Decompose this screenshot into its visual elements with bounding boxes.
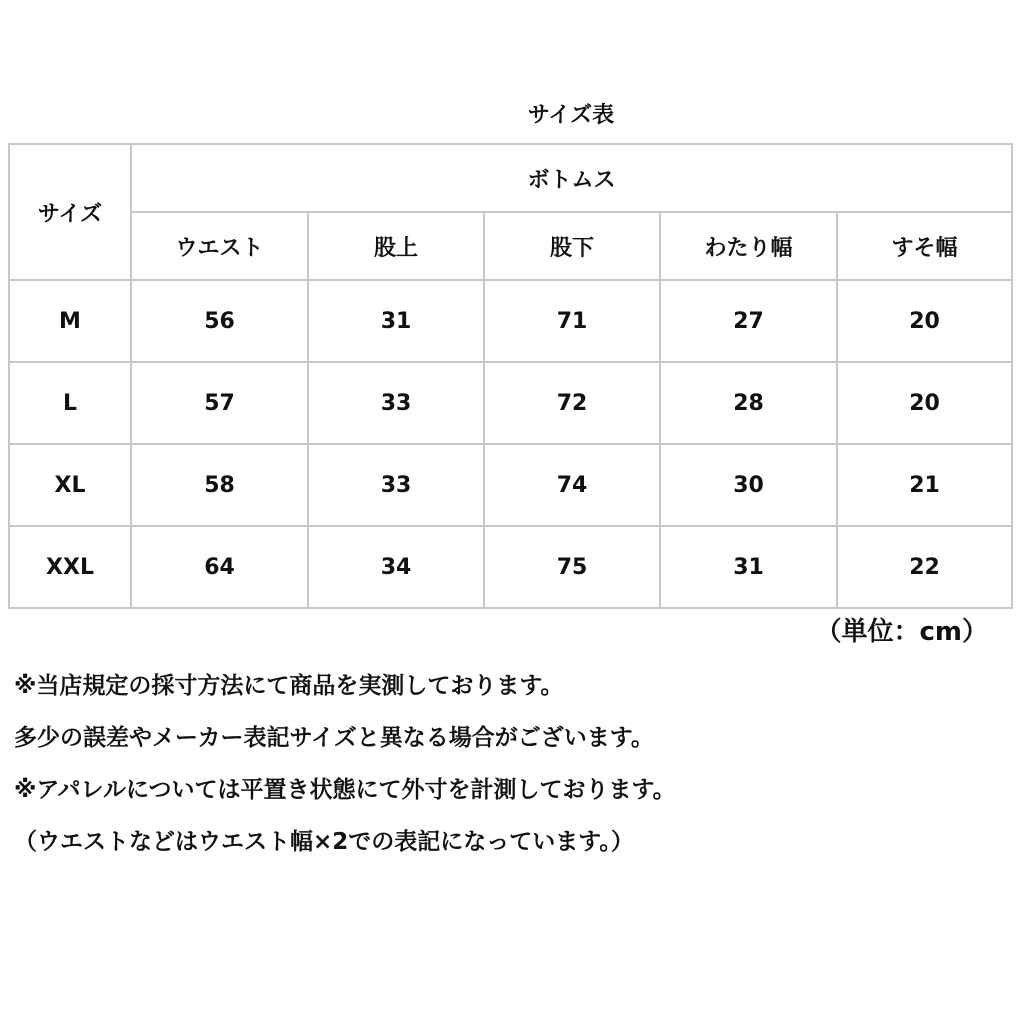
size-header-cell: サイズ (9, 144, 131, 280)
table-row (9, 362, 1012, 444)
table-cell: 33 (308, 362, 484, 444)
column-header-rise: 股上 (308, 212, 484, 280)
notes (14, 664, 1004, 872)
table-row (9, 444, 1012, 526)
table-cell: 33 (308, 444, 484, 526)
table-cell: 58 (131, 444, 308, 526)
size-label: XL (9, 444, 131, 526)
size-label: M (9, 280, 131, 362)
group-header-cell: ボトムス (131, 144, 1012, 212)
size-label: L (9, 362, 131, 444)
table-cell: 21 (837, 444, 1012, 526)
table-cell: 56 (131, 280, 308, 362)
unit-label: （単位：cm） (815, 617, 988, 647)
column-header-inseam: 股下 (484, 212, 660, 280)
table-cell: 20 (837, 280, 1012, 362)
table-cell: 57 (131, 362, 308, 444)
table-cell: 31 (308, 280, 484, 362)
table-header-row (9, 144, 1012, 212)
table-cell: 74 (484, 444, 660, 526)
table-cell: 27 (660, 280, 837, 362)
table-cell: 28 (660, 362, 837, 444)
table-cell: 34 (308, 526, 484, 608)
column-header-hem-width: すそ幅 (837, 212, 1012, 280)
table-row (9, 280, 1012, 362)
table-row (9, 526, 1012, 608)
table-cell: 20 (837, 362, 1012, 444)
table-cell: 64 (131, 526, 308, 608)
column-header-waist: ウエスト (131, 212, 308, 280)
note-line: 多少の誤差やメーカー表記サイズと異なる場合がございます。 (14, 725, 654, 751)
table-cell: 72 (484, 362, 660, 444)
page-title: サイズ表 (527, 103, 615, 128)
column-header-row (9, 212, 1012, 280)
table-cell: 22 (837, 526, 1012, 608)
table-cell: 71 (484, 280, 660, 362)
table-cell: 30 (660, 444, 837, 526)
column-header-thigh-width: わたり幅 (660, 212, 837, 280)
note-line: （ウエストなどはウエスト幅×2での表記になっています。） (14, 829, 634, 855)
table-cell: 75 (484, 526, 660, 608)
size-table (8, 143, 1013, 609)
size-label: XXL (9, 526, 131, 608)
note-line: ※アパレルについては平置き状態にて外寸を計測しております。 (14, 777, 676, 803)
note-line: ※当店規定の採寸方法にて商品を実測しております。 (14, 673, 564, 699)
table-cell: 31 (660, 526, 837, 608)
